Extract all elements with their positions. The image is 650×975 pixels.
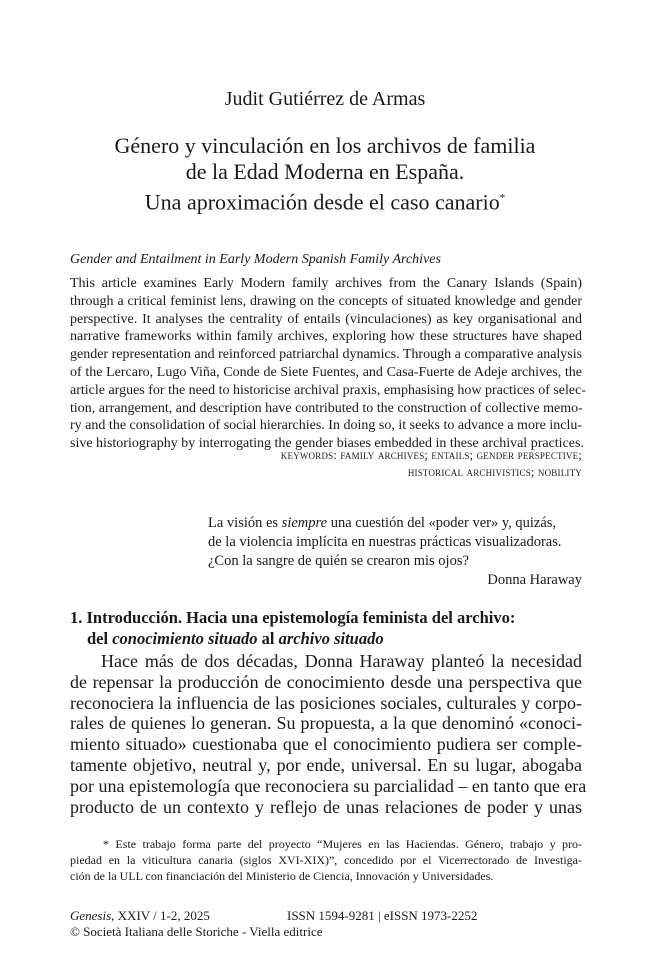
footer-citation (70, 908, 590, 924)
abstract-line: of the Lercaro, Lugo Viña, Conde de Siete Fuentes, and Casa-Fuerte de Adeje archives, the (70, 364, 582, 380)
body-line: tamente objetivo, neutral y, por ende, universal. En su lugar, abogaba (70, 754, 582, 775)
body-line: producto de un contexto y reflejo de unas relaciones de poder y unas (70, 796, 582, 817)
body-line: rales de quienes lo generan. Su propuesta, a la que denominó «conoci- (70, 713, 582, 734)
epigraph (208, 514, 582, 590)
keywords-line: historical archivistics; nobility (407, 465, 582, 479)
abstract-line: gender representation and reinforced patriarchal dynamics. Through a comparative analysis (70, 347, 583, 363)
epigraph-line: ¿Con la sangre de quién se crearon mis ojos? (208, 553, 469, 569)
abstract-line: through a critical feminist lens, drawing on the concepts of situated knowledge and gender (70, 293, 582, 309)
title-line: Género y vinculación en los archivos de familia (114, 133, 536, 158)
title-line: de la Edad Moderna en España. (185, 159, 465, 184)
abstract-line: sive historiography by interrogating the gender biases embedded in these archival practices. (70, 436, 584, 452)
footnote-line: ción de la ULL con financiación del Ministerio de Ciencia, Innovación y Universidades. (70, 869, 494, 883)
issn: ISSN 1594-9281 | eISSN 1973-2252 (287, 908, 478, 923)
section-heading (70, 607, 590, 649)
english-title: Gender and Entailment in Early Modern Spanish Family Archives (70, 252, 441, 267)
body-line: de repensar la producción de conocimiento desde una perspectiva que (70, 671, 582, 692)
body-paragraph (70, 651, 587, 817)
epigraph-line: La visión es siempre una cuestión del «poder ver» y, quizás, (208, 515, 557, 531)
body-line: miento situado» cuestionaba que el conocimiento pudiera ser comple- (70, 734, 582, 755)
keywords (70, 447, 582, 481)
keywords-line: keywords: family archives; entails; gender perspective; (280, 448, 582, 462)
section-heading-line: 1. Introducción. Hacia una epistemología feminista del archivo: (70, 608, 516, 627)
footnote-mark: * (499, 192, 506, 204)
title-line: Una aproximación desde el caso canario* (144, 189, 506, 215)
abstract-line: perspective. It analyses the centrality of entails (vinculaciones) as key organisational and (70, 311, 582, 327)
abstract-line: ry and the consolidation of social hierarchies. In doing so, it seeks to advance a more inclu- (70, 418, 582, 434)
abstract (70, 275, 586, 453)
epigraph-line: de la violencia implícita en nuestras prácticas visualizadoras. (208, 534, 562, 550)
abstract-line: tion, arrangement, and description have contributed to the construction of collective memo- (70, 400, 583, 416)
article-title (0, 133, 650, 215)
epigraph-author: Donna Haraway (487, 572, 582, 588)
copyright: © Società Italiana delle Storiche - Viella editrice (70, 924, 323, 939)
section-heading-line: del conocimiento situado al archivo situado (87, 629, 384, 648)
footnote-line: piedad en la viticultura canaria (siglos XVI-XIX)”, concedido por el Vicerrectorado de Investiga- (70, 853, 582, 867)
page-footer (70, 908, 590, 940)
body-line: reconociera la influencia de las posiciones sociales, culturales y corpo- (70, 692, 582, 713)
abstract-line: This article examines Early Modern family archives from the Canary Islands (Spain) (70, 276, 582, 291)
journal-name: Genesis (70, 908, 112, 923)
abstract-line: article argues for the need to historicise archival praxis, emphasising how practices of selec- (70, 382, 586, 398)
body-line: por una epistemología que reconociera su parcialidad – en tanto que era (70, 775, 587, 796)
journal-volume: , XXIV / 1-2, 2025 (111, 908, 210, 923)
body-line: Hace más de dos décadas, Donna Haraway planteó la necesidad (101, 651, 582, 671)
footnote-line: * Este trabajo forma parte del proyecto “Mujeres en las Haciendas. Género, trabajo y pro- (103, 837, 582, 851)
author-name: Judit Gutiérrez de Armas (224, 88, 426, 110)
footnote (70, 836, 582, 884)
abstract-line: narrative frameworks within family archives, exploring how these structures have shaped (70, 329, 582, 345)
